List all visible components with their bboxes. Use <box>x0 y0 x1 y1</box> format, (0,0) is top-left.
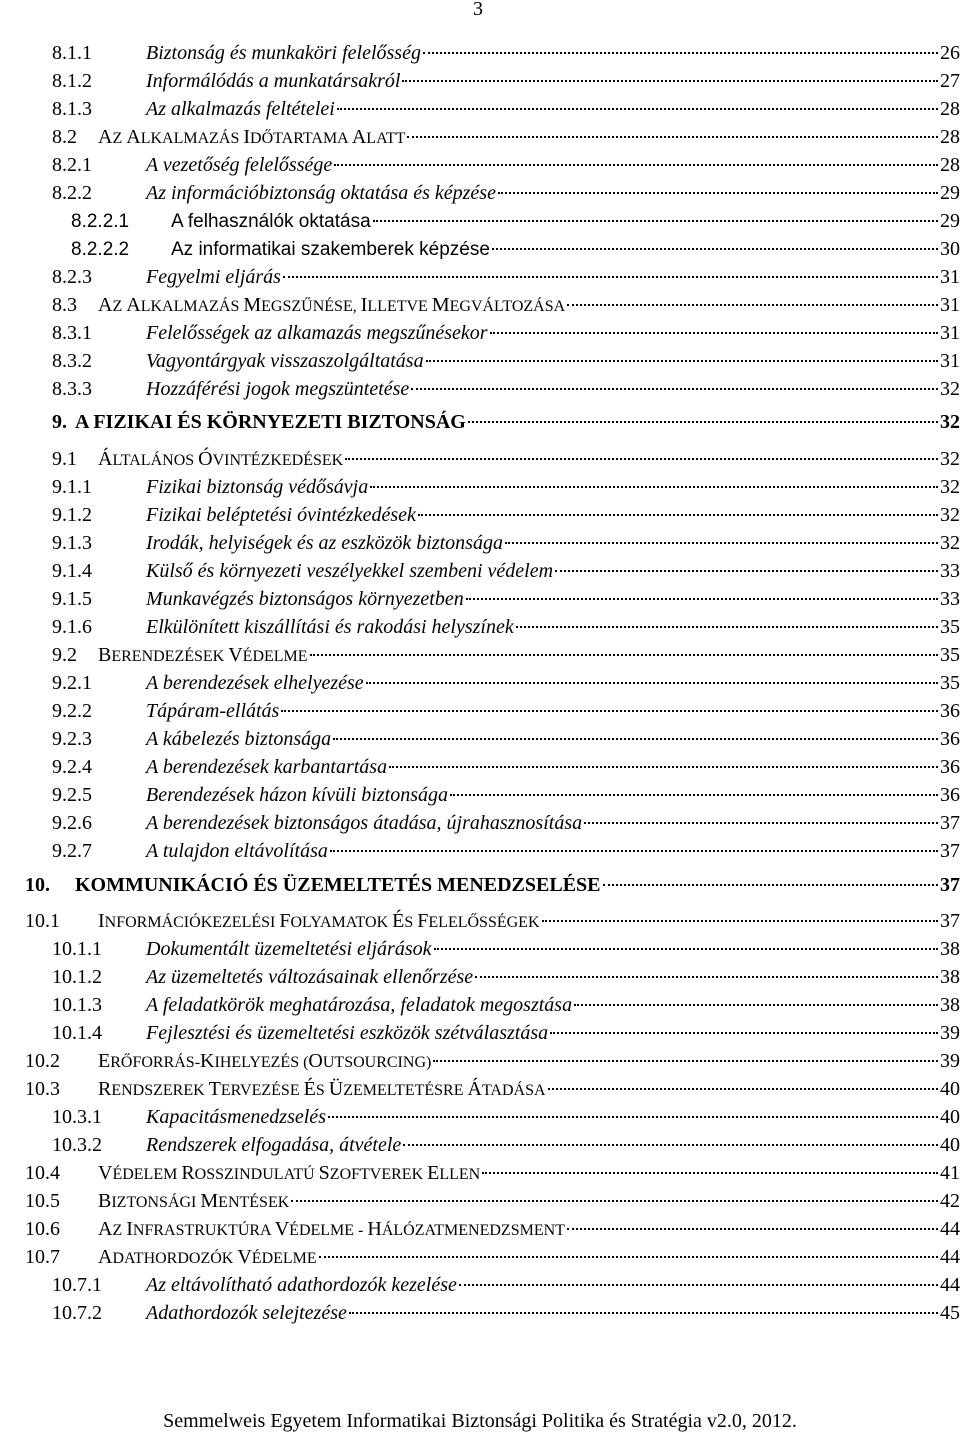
toc-entry-page: 40 <box>940 1078 960 1100</box>
toc-entry-title: Irodák, helyiségek és az eszközök biztonsága <box>146 532 503 554</box>
toc-entry-title: Fizikai biztonság védősávja <box>146 476 369 498</box>
toc-entry-page: 35 <box>940 644 960 666</box>
toc-entry-title: AZ INFRASTRUKTÚRA VÉDELME - HÁLÓZATMENEDZSMENT <box>98 1218 565 1240</box>
toc-entry[interactable] <box>0 347 960 376</box>
toc-entry-page: 32 <box>940 532 960 554</box>
toc-entry-number: 10.1.4 <box>52 1022 102 1044</box>
toc-entry[interactable] <box>0 809 960 838</box>
toc-entry[interactable] <box>0 781 960 810</box>
dot-leader <box>337 108 938 110</box>
toc-entry-page: 40 <box>940 1134 960 1156</box>
toc-entry-title: A berendezések biztonságos átadása, újrahasznosítása <box>146 812 583 834</box>
toc-entry-title: A berendezések elhelyezése <box>146 672 364 694</box>
toc-entry-page: 28 <box>940 154 960 176</box>
toc-entry-number: 10.1.3 <box>52 994 102 1016</box>
toc-entry-number: 8.2.2 <box>52 182 92 204</box>
toc-entry-title: A feladatkörök meghatározása, feladatok megosztása <box>146 994 573 1016</box>
toc-entry[interactable] <box>0 837 960 866</box>
toc-entry-page: 31 <box>940 266 960 288</box>
toc-entry-page: 36 <box>940 784 960 806</box>
toc-entry-number: 10.3.1 <box>52 1106 102 1128</box>
toc-entry-page: 38 <box>940 966 960 988</box>
dot-leader <box>516 626 938 628</box>
toc-entry-page: 32 <box>940 448 960 470</box>
toc-entry-title: Kapacitásmenedzselés <box>146 1106 326 1128</box>
toc-entry-page: 39 <box>940 1050 960 1072</box>
toc-entry-number: 9.1.1 <box>52 476 92 498</box>
dot-leader <box>542 920 939 922</box>
page-number: 3 <box>473 0 483 20</box>
toc-entry[interactable] <box>0 95 960 124</box>
toc-entry[interactable] <box>0 67 960 96</box>
dot-leader <box>328 1116 938 1118</box>
toc-entry[interactable] <box>0 725 960 754</box>
dot-leader <box>459 1284 938 1286</box>
toc-entry-number: 9.2.7 <box>52 840 92 862</box>
toc-entry[interactable] <box>0 1215 960 1244</box>
toc-entry-title: BIZTONSÁGI MENTÉSEK <box>98 1190 290 1212</box>
toc-entry-title: VÉDELEM ROSSZINDULATÚ SZOFTVEREK ELLEN <box>98 1162 481 1184</box>
dot-leader <box>319 1256 938 1258</box>
dot-leader <box>555 570 938 572</box>
toc-entry-number: 8.2.3 <box>52 266 92 288</box>
toc-entry-title: Hozzáférési jogok megszüntetése <box>146 378 410 400</box>
dot-leader <box>567 1228 938 1230</box>
toc-entry-title: KOMMUNIKÁCIÓ ÉS ÜZEMELTETÉS MENEDZSELÉSE <box>75 874 601 896</box>
toc-entry-page: 32 <box>940 504 960 526</box>
toc-entry[interactable] <box>0 123 960 152</box>
dot-leader <box>333 738 938 740</box>
toc-entry-page: 37 <box>940 812 960 834</box>
dot-leader <box>574 1004 938 1006</box>
dot-leader <box>291 1200 938 1202</box>
dot-leader <box>283 276 938 278</box>
toc-entry-number: 8.3.3 <box>52 378 92 400</box>
dot-leader <box>550 1032 938 1034</box>
toc-entry-number: 10.3.2 <box>52 1134 102 1156</box>
dot-leader <box>433 1060 938 1062</box>
toc-entry-title: BERENDEZÉSEK VÉDELME <box>98 644 308 666</box>
dot-leader <box>281 710 938 712</box>
dot-leader <box>345 458 938 460</box>
toc-entry[interactable] <box>0 1187 960 1216</box>
toc-entry-page: 44 <box>940 1274 960 1296</box>
toc-entry-title: A kábelezés biztonsága <box>146 728 332 750</box>
toc-entry[interactable] <box>0 641 960 670</box>
toc-entry-number: 9.2.5 <box>52 784 92 806</box>
toc-entry-number: 8.2.2.1 <box>71 211 130 232</box>
toc-entry-title: INFORMÁCIÓKEZELÉSI FOLYAMATOK ÉS FELELŐSSÉGEK <box>98 910 540 932</box>
toc-entry-title: A tulajdon eltávolítása <box>146 840 328 862</box>
toc-entry-title: A FIZIKAI ÉS KÖRNYEZETI BIZTONSÁG <box>75 411 466 433</box>
toc-entry-title: Fejlesztési és üzemeltetési eszközök szétválasztása <box>146 1022 549 1044</box>
dot-leader <box>426 360 938 362</box>
dot-leader <box>403 1144 938 1146</box>
toc-entry-title: Informálódás a munkatársakról <box>146 70 401 92</box>
toc-entry-number: 10.4 <box>25 1162 60 1184</box>
toc-entry[interactable] <box>0 1271 960 1300</box>
toc-entry-number: 8.2.1 <box>52 154 92 176</box>
toc-entry-number: 8.2.2.2 <box>71 239 130 260</box>
toc-entry-number: 10.6 <box>25 1218 60 1240</box>
toc-entry[interactable] <box>0 263 960 292</box>
toc-entry-title: Az alkalmazás feltételei <box>146 98 335 120</box>
toc-entry[interactable] <box>0 669 960 698</box>
toc-entry-title: RENDSZEREK TERVEZÉSE ÉS ÜZEMELTETÉSRE ÁTADÁSA <box>98 1078 546 1100</box>
toc-entry-page: 26 <box>940 42 960 64</box>
toc-entry-number: 8.1.3 <box>52 98 92 120</box>
toc-entry-page: 36 <box>940 700 960 722</box>
toc-entry[interactable] <box>0 1075 960 1104</box>
toc-entry-number: 9.1.4 <box>52 560 92 582</box>
toc-entry-page: 38 <box>940 938 960 960</box>
toc-entry-number: 10.1.1 <box>52 938 102 960</box>
toc-entry[interactable] <box>0 319 960 348</box>
toc-entry[interactable] <box>0 529 960 558</box>
toc-entry-title: ADATHORDOZÓK VÉDELME <box>98 1246 317 1268</box>
toc-entry-page: 32 <box>940 411 960 433</box>
toc-entry-page: 45 <box>940 1302 960 1324</box>
toc-entry-page: 29 <box>940 210 960 232</box>
dot-leader <box>492 248 938 250</box>
toc-entry-number: 9.1.5 <box>52 588 92 610</box>
toc-entry-number: 8.3.1 <box>52 322 92 344</box>
toc-entry-number: 10.1.2 <box>52 966 102 988</box>
dot-leader <box>482 1172 938 1174</box>
dot-leader <box>334 164 938 166</box>
toc-entry-number: 9. <box>52 411 67 433</box>
toc-entry[interactable] <box>0 907 960 936</box>
toc-entry[interactable] <box>0 473 960 502</box>
toc-entry-number: 10.1 <box>25 910 60 932</box>
toc-entry-number: 9.1.6 <box>52 616 92 638</box>
toc-entry-page: 27 <box>940 70 960 92</box>
toc-entry-page: 35 <box>940 672 960 694</box>
toc-entry[interactable] <box>0 408 960 437</box>
toc-entry[interactable] <box>0 1019 960 1048</box>
toc-entry[interactable] <box>0 935 960 964</box>
toc-entry[interactable] <box>0 991 960 1020</box>
toc-entry-page: 42 <box>940 1190 960 1212</box>
toc-entry-page: 32 <box>940 378 960 400</box>
toc-entry-title: A felhasználók oktatása <box>171 211 371 232</box>
toc-entry-title: ÁLTALÁNOS ÓVINTÉZKEDÉSEK <box>98 448 344 470</box>
page-footer: Semmelweis Egyetem Informatikai Biztonsági Politika és Stratégia v2.0, 2012. <box>163 1410 797 1432</box>
dot-leader <box>310 654 938 656</box>
toc-entry-title: Felelősségek az alkamazás megszűnésekor <box>146 322 488 344</box>
toc-entry-page: 28 <box>940 126 960 148</box>
toc-entry-number: 8.2 <box>52 126 77 148</box>
dot-leader <box>584 822 938 824</box>
toc-entry[interactable] <box>0 235 960 264</box>
toc-entry-page: 39 <box>940 1022 960 1044</box>
toc-entry-page: 36 <box>940 728 960 750</box>
dot-leader <box>475 976 938 978</box>
toc-entry[interactable] <box>0 501 960 530</box>
dot-leader <box>423 52 938 54</box>
toc-entry-number: 10. <box>25 874 50 896</box>
toc-entry-title: Berendezések házon kívüli biztonsága <box>146 784 448 806</box>
toc-entry-page: 31 <box>940 322 960 344</box>
toc-entry[interactable] <box>0 697 960 726</box>
toc-entry-number: 9.2.3 <box>52 728 92 750</box>
toc-entry-number: 10.5 <box>25 1190 60 1212</box>
toc-entry[interactable] <box>0 963 960 992</box>
toc-entry-title: Az információbiztonság oktatása és képzése <box>146 182 496 204</box>
toc-entry[interactable] <box>0 1159 960 1188</box>
toc-entry-page: 37 <box>940 840 960 862</box>
toc-entry[interactable] <box>0 753 960 782</box>
dot-leader <box>373 220 938 222</box>
dot-leader <box>434 948 939 950</box>
dot-leader <box>411 388 938 390</box>
toc-entry-number: 10.7.1 <box>52 1274 102 1296</box>
toc-entry-page: 44 <box>940 1218 960 1240</box>
toc-entry-title: Vagyontárgyak visszaszolgáltatása <box>146 350 424 372</box>
toc-entry-title: Fegyelmi eljárás <box>146 266 281 288</box>
dot-leader <box>450 794 938 796</box>
toc-entry-title: Fizikai beléptetési óvintézkedések <box>146 504 416 526</box>
toc-entry-page: 33 <box>940 560 960 582</box>
toc-entry-number: 9.2.4 <box>52 756 92 778</box>
toc-entry[interactable] <box>0 1243 960 1272</box>
dot-leader <box>567 304 938 306</box>
toc-entry-number: 8.1.2 <box>52 70 92 92</box>
toc-entry[interactable] <box>0 1047 960 1076</box>
toc-entry[interactable] <box>0 585 960 614</box>
toc-entry-number: 9.1.3 <box>52 532 92 554</box>
toc-entry-title: AZ ALKALMAZÁS IDŐTARTAMA ALATT <box>98 126 406 148</box>
dot-leader <box>407 136 938 138</box>
toc-entry-title: Rendszerek elfogadása, átvétele <box>146 1134 402 1156</box>
toc-entry-page: 30 <box>940 238 960 260</box>
toc-entry-title: Dokumentált üzemeltetési eljárások <box>146 938 432 960</box>
toc-entry-title: ERŐFORRÁS-KIHELYEZÉS (OUTSOURCING) <box>98 1050 432 1072</box>
toc-entry-page: 44 <box>940 1246 960 1268</box>
toc-entry[interactable] <box>0 871 960 900</box>
toc-entry-page: 36 <box>940 756 960 778</box>
toc-entry-page: 40 <box>940 1106 960 1128</box>
dot-leader <box>349 1312 938 1314</box>
toc-entry-number: 10.7 <box>25 1246 60 1268</box>
toc-entry-page: 37 <box>940 874 960 896</box>
toc-entry[interactable] <box>0 375 960 404</box>
toc-entry[interactable] <box>0 557 960 586</box>
toc-entry-page: 29 <box>940 182 960 204</box>
dot-leader <box>330 850 938 852</box>
toc-entry-number: 9.2.1 <box>52 672 92 694</box>
toc-entry-number: 9.2.2 <box>52 700 92 722</box>
dot-leader <box>498 192 938 194</box>
toc-entry-page: 31 <box>940 294 960 316</box>
toc-entry-number: 9.2 <box>52 644 77 666</box>
toc-entry[interactable] <box>0 1103 960 1132</box>
toc-entry-title: Az üzemeltetés változásainak ellenőrzése <box>146 966 474 988</box>
toc-entry[interactable] <box>0 613 960 642</box>
toc-entry-number: 8.1.1 <box>52 42 92 64</box>
toc-entry-number: 9.2.6 <box>52 812 92 834</box>
toc-entry-page: 35 <box>940 616 960 638</box>
toc-entry-title: Biztonság és munkaköri felelősség <box>146 42 421 64</box>
toc-entry[interactable] <box>0 445 960 474</box>
dot-leader <box>505 542 938 544</box>
dot-leader <box>370 486 938 488</box>
dot-leader <box>389 766 938 768</box>
toc-entry-page: 33 <box>940 588 960 610</box>
toc-entry-number: 8.3.2 <box>52 350 92 372</box>
toc-entry-number: 9.1 <box>52 448 77 470</box>
toc-entry-title: Tápáram-ellátás <box>146 700 280 722</box>
toc-entry-number: 10.3 <box>25 1078 60 1100</box>
toc-entry-page: 37 <box>940 910 960 932</box>
toc-entry-number: 9.1.2 <box>52 504 92 526</box>
toc-entry-page: 38 <box>940 994 960 1016</box>
toc-entry-number: 10.7.2 <box>52 1302 102 1324</box>
dot-leader <box>366 682 938 684</box>
toc-entry[interactable] <box>0 1299 960 1328</box>
toc-entry-title: Adathordozók selejtezése <box>146 1302 347 1324</box>
dot-leader <box>468 421 938 423</box>
toc-entry-title: Elkülönített kiszállítási és rakodási helyszínek <box>146 616 514 638</box>
toc-entry-number: 8.3 <box>52 294 77 316</box>
toc-entry-title: Külső és környezeti veszélyekkel szembeni védelem <box>146 560 554 582</box>
toc-entry-page: 31 <box>940 350 960 372</box>
toc-entry[interactable] <box>0 151 960 180</box>
dot-leader <box>548 1088 938 1090</box>
toc-entry[interactable] <box>0 1131 960 1160</box>
toc-entry-page: 28 <box>940 98 960 120</box>
dot-leader <box>490 332 938 334</box>
toc-entry[interactable] <box>0 179 960 208</box>
dot-leader <box>466 598 938 600</box>
toc-entry-title: Munkavégzés biztonságos környezetben <box>146 588 464 610</box>
toc-entry[interactable] <box>0 291 960 320</box>
toc-entry-number: 10.2 <box>25 1050 60 1072</box>
dot-leader <box>402 80 938 82</box>
toc-entry-page: 41 <box>940 1162 960 1184</box>
dot-leader <box>603 884 939 886</box>
toc-entry-title: Az eltávolítható adathordozók kezelése <box>146 1274 457 1296</box>
toc-entry-title: A vezetőség felelőssége <box>146 154 333 176</box>
dot-leader <box>418 514 938 516</box>
toc-entry-page: 32 <box>940 476 960 498</box>
toc-entry-title: AZ ALKALMAZÁS MEGSZŰNÉSE, ILLETVE MEGVÁLTOZÁSA <box>98 294 566 316</box>
toc-entry[interactable] <box>0 39 960 68</box>
toc-entry[interactable] <box>0 207 960 236</box>
toc-entry-title: Az informatikai szakemberek képzése <box>171 239 490 260</box>
toc-entry-title: A berendezések karbantartása <box>146 756 388 778</box>
